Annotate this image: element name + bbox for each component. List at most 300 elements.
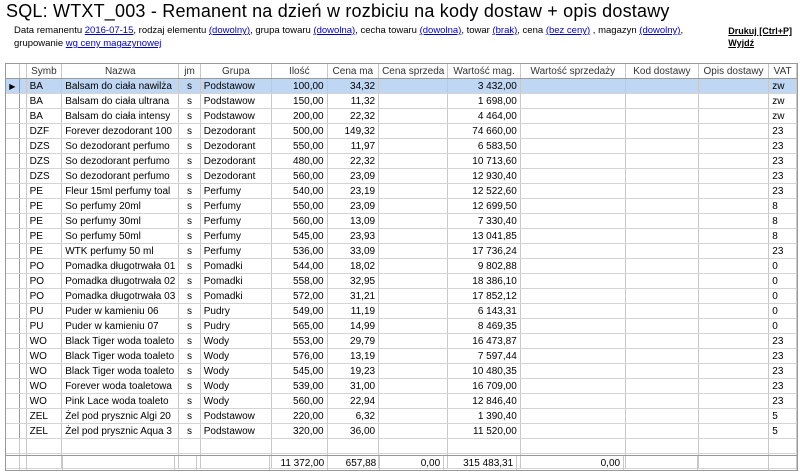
table-cell[interactable]: 565,00 — [272, 319, 328, 334]
table-cell[interactable]: 549,00 — [272, 304, 328, 319]
table-cell[interactable]: So perfumy 50ml — [62, 229, 179, 244]
print-button[interactable]: Drukuj [Ctrl+P] — [728, 26, 792, 36]
table-cell[interactable]: 74 660,00 — [448, 124, 520, 139]
table-cell[interactable] — [379, 229, 448, 244]
towar-link[interactable]: (brak) — [492, 25, 518, 36]
table-cell[interactable]: 34,32 — [327, 79, 378, 94]
table-row[interactable] — [6, 349, 797, 364]
table-cell[interactable]: PE — [26, 214, 62, 229]
table-cell[interactable] — [625, 334, 698, 349]
grupa-link[interactable]: (dowolna) — [313, 25, 356, 36]
table-cell[interactable]: s — [179, 214, 200, 229]
table-cell[interactable]: 11,19 — [327, 304, 378, 319]
table-cell[interactable] — [698, 304, 769, 319]
table-cell[interactable]: 23 — [769, 244, 797, 259]
table-cell[interactable]: 0 — [769, 304, 797, 319]
table-cell[interactable] — [379, 274, 448, 289]
table-cell[interactable] — [625, 409, 698, 424]
table-row[interactable] — [6, 289, 797, 304]
table-cell[interactable] — [379, 214, 448, 229]
table-cell[interactable] — [379, 169, 448, 184]
table-cell[interactable] — [379, 259, 448, 274]
table-row[interactable] — [6, 79, 797, 94]
table-cell[interactable] — [520, 139, 625, 154]
table-cell[interactable]: Wody — [200, 394, 271, 409]
table-cell[interactable]: Pudry — [200, 304, 271, 319]
table-cell[interactable]: WO — [26, 349, 62, 364]
table-row[interactable] — [6, 244, 797, 259]
table-cell[interactable]: s — [179, 319, 200, 334]
table-cell[interactable]: DZS — [26, 154, 62, 169]
table-cell[interactable] — [625, 139, 698, 154]
table-cell[interactable]: Wody — [200, 334, 271, 349]
table-cell[interactable]: 100,00 — [272, 79, 328, 94]
table-row[interactable] — [6, 214, 797, 229]
table-cell[interactable]: So dezodorant perfumo — [62, 154, 179, 169]
table-cell[interactable] — [520, 94, 625, 109]
table-cell[interactable]: So dezodorant perfumo — [62, 139, 179, 154]
table-cell[interactable]: 13,19 — [327, 349, 378, 364]
table-cell[interactable] — [520, 349, 625, 364]
table-cell[interactable]: So perfumy 30ml — [62, 214, 179, 229]
table-cell[interactable] — [520, 379, 625, 394]
column-header[interactable]: Kod dostawy — [625, 64, 698, 79]
table-cell[interactable]: Pomadka długotrwała 03 — [62, 289, 179, 304]
table-row[interactable] — [6, 319, 797, 334]
table-cell[interactable]: 10 480,35 — [448, 364, 520, 379]
table-cell[interactable]: Podstawow — [200, 424, 271, 439]
table-cell[interactable] — [698, 94, 769, 109]
table-cell[interactable]: 6 583,50 — [448, 139, 520, 154]
table-cell[interactable]: 540,00 — [272, 184, 328, 199]
table-cell[interactable]: Pudry — [200, 319, 271, 334]
table-cell[interactable] — [698, 199, 769, 214]
table-cell[interactable] — [698, 214, 769, 229]
table-cell[interactable] — [625, 379, 698, 394]
table-row[interactable] — [6, 199, 797, 214]
table-cell[interactable] — [698, 79, 769, 94]
magazyn-link[interactable]: (dowolny) — [639, 25, 681, 36]
table-cell[interactable]: 16 709,00 — [448, 379, 520, 394]
table-cell[interactable]: 23 — [769, 349, 797, 364]
table-cell[interactable]: Dezodorant — [200, 139, 271, 154]
date-link[interactable]: 2016-07-15 — [84, 25, 134, 36]
table-cell[interactable]: 23 — [769, 334, 797, 349]
table-cell[interactable] — [379, 94, 448, 109]
table-cell[interactable]: 0 — [769, 289, 797, 304]
table-cell[interactable]: Żel pod prysznic Algi 20 — [62, 409, 179, 424]
table-cell[interactable] — [698, 379, 769, 394]
table-row[interactable] — [6, 184, 797, 199]
table-cell[interactable]: 17 736,24 — [448, 244, 520, 259]
table-cell[interactable]: s — [179, 139, 200, 154]
table-cell[interactable]: Forever woda toaletowa — [62, 379, 179, 394]
table-cell[interactable] — [520, 169, 625, 184]
table-cell[interactable] — [625, 274, 698, 289]
table-cell[interactable] — [520, 319, 625, 334]
table-cell[interactable]: 1 698,00 — [448, 94, 520, 109]
table-cell[interactable]: 13 041,85 — [448, 229, 520, 244]
table-cell[interactable]: 320,00 — [272, 424, 328, 439]
table-cell[interactable]: 553,00 — [272, 334, 328, 349]
table-row[interactable] — [6, 139, 797, 154]
table-cell[interactable] — [625, 199, 698, 214]
table-cell[interactable]: 220,00 — [272, 409, 328, 424]
table-cell[interactable]: 7 597,44 — [448, 349, 520, 364]
table-cell[interactable] — [520, 334, 625, 349]
table-cell[interactable]: PO — [26, 289, 62, 304]
table-row[interactable] — [6, 424, 797, 439]
column-header[interactable]: Wartość mag. — [448, 64, 520, 79]
table-cell[interactable]: 23 — [769, 169, 797, 184]
table-cell[interactable]: BA — [26, 109, 62, 124]
table-cell[interactable] — [379, 289, 448, 304]
table-cell[interactable]: s — [179, 349, 200, 364]
table-cell[interactable]: Żel pod prysznic Aqua 3 — [62, 424, 179, 439]
table-cell[interactable]: 31,21 — [327, 289, 378, 304]
table-cell[interactable] — [625, 424, 698, 439]
table-cell[interactable]: WO — [26, 394, 62, 409]
table-cell[interactable]: PO — [26, 274, 62, 289]
table-cell[interactable] — [379, 199, 448, 214]
table-cell[interactable]: So perfumy 20ml — [62, 199, 179, 214]
table-cell[interactable] — [698, 259, 769, 274]
table-cell[interactable] — [698, 109, 769, 124]
table-row[interactable] — [6, 334, 797, 349]
table-cell[interactable]: 8 469,35 — [448, 319, 520, 334]
rodzaj-link[interactable]: (dowolny) — [208, 25, 251, 36]
table-row[interactable] — [6, 394, 797, 409]
column-header[interactable]: Grupa — [200, 64, 271, 79]
table-cell[interactable]: PU — [26, 319, 62, 334]
table-cell[interactable] — [625, 364, 698, 379]
table-cell[interactable] — [520, 214, 625, 229]
table-cell[interactable]: Dezodorant — [200, 154, 271, 169]
table-cell[interactable]: s — [179, 199, 200, 214]
table-row[interactable] — [6, 169, 797, 184]
table-cell[interactable] — [625, 394, 698, 409]
table-cell[interactable]: Forever dezodorant 100 — [62, 124, 179, 139]
close-button[interactable]: Wyjdź — [728, 38, 755, 48]
table-cell[interactable]: s — [179, 124, 200, 139]
table-cell[interactable]: Perfumy — [200, 184, 271, 199]
table-cell[interactable]: s — [179, 394, 200, 409]
table-cell[interactable] — [520, 199, 625, 214]
table-cell[interactable]: 0 — [769, 319, 797, 334]
table-cell[interactable]: s — [179, 79, 200, 94]
table-cell[interactable] — [698, 139, 769, 154]
cecha-link[interactable]: (dowolna) — [419, 25, 462, 36]
table-cell[interactable] — [625, 94, 698, 109]
table-cell[interactable]: 19,23 — [327, 364, 378, 379]
table-cell[interactable]: 500,00 — [272, 124, 328, 139]
table-row[interactable] — [6, 409, 797, 424]
data-grid[interactable] — [5, 63, 798, 471]
table-cell[interactable]: DZS — [26, 169, 62, 184]
table-cell[interactable]: 11,32 — [327, 94, 378, 109]
table-cell[interactable]: 558,00 — [272, 274, 328, 289]
table-cell[interactable] — [625, 229, 698, 244]
table-cell[interactable]: Black Tiger woda toaleto — [62, 364, 179, 379]
table-cell[interactable]: 5 — [769, 409, 797, 424]
table-cell[interactable]: Perfumy — [200, 199, 271, 214]
table-cell[interactable] — [698, 274, 769, 289]
table-cell[interactable]: DZF — [26, 124, 62, 139]
table-cell[interactable]: Perfumy — [200, 244, 271, 259]
table-cell[interactable]: 560,00 — [272, 214, 328, 229]
table-row[interactable] — [6, 124, 797, 139]
table-cell[interactable] — [520, 289, 625, 304]
table-cell[interactable]: Pomadki — [200, 289, 271, 304]
table-cell[interactable] — [379, 79, 448, 94]
table-cell[interactable]: 22,94 — [327, 394, 378, 409]
table-cell[interactable] — [379, 349, 448, 364]
table-cell[interactable]: 31,00 — [327, 379, 378, 394]
table-cell[interactable]: PE — [26, 244, 62, 259]
table-cell[interactable]: s — [179, 94, 200, 109]
table-cell[interactable] — [520, 394, 625, 409]
table-cell[interactable]: 3 432,00 — [448, 79, 520, 94]
table-cell[interactable] — [379, 394, 448, 409]
table-cell[interactable] — [698, 364, 769, 379]
table-cell[interactable] — [698, 319, 769, 334]
table-cell[interactable]: PE — [26, 184, 62, 199]
table-cell[interactable]: 572,00 — [272, 289, 328, 304]
table-row[interactable] — [6, 94, 797, 109]
table-cell[interactable]: s — [179, 274, 200, 289]
table-cell[interactable]: Podstawow — [200, 409, 271, 424]
table-cell[interactable] — [520, 409, 625, 424]
table-cell[interactable] — [520, 229, 625, 244]
table-cell[interactable]: 536,00 — [272, 244, 328, 259]
table-cell[interactable] — [625, 214, 698, 229]
table-cell[interactable]: Pomadka długotrwała 01 — [62, 259, 179, 274]
table-row[interactable] — [6, 109, 797, 124]
table-cell[interactable]: s — [179, 334, 200, 349]
table-cell[interactable]: 23 — [769, 394, 797, 409]
table-cell[interactable]: WO — [26, 379, 62, 394]
table-cell[interactable]: WTK perfumy 50 ml — [62, 244, 179, 259]
table-cell[interactable]: 149,32 — [327, 124, 378, 139]
table-cell[interactable]: So dezodorant perfumo — [62, 169, 179, 184]
table-cell[interactable] — [625, 169, 698, 184]
table-cell[interactable]: 9 802,88 — [448, 259, 520, 274]
table-cell[interactable]: Dezodorant — [200, 124, 271, 139]
table-cell[interactable] — [625, 349, 698, 364]
table-cell[interactable] — [625, 109, 698, 124]
table-cell[interactable]: 23 — [769, 124, 797, 139]
table-cell[interactable]: 560,00 — [272, 169, 328, 184]
table-cell[interactable]: s — [179, 289, 200, 304]
table-cell[interactable]: s — [179, 184, 200, 199]
table-cell[interactable]: s — [179, 259, 200, 274]
table-cell[interactable] — [698, 184, 769, 199]
table-cell[interactable]: 576,00 — [272, 349, 328, 364]
table-cell[interactable]: 544,00 — [272, 259, 328, 274]
table-cell[interactable] — [625, 124, 698, 139]
table-cell[interactable] — [625, 259, 698, 274]
table-cell[interactable] — [520, 304, 625, 319]
column-header[interactable]: Symb — [26, 64, 62, 79]
table-cell[interactable]: Podstawow — [200, 94, 271, 109]
table-cell[interactable]: Balsam do ciała intensy — [62, 109, 179, 124]
table-cell[interactable]: zw — [769, 109, 797, 124]
table-cell[interactable] — [379, 304, 448, 319]
table-cell[interactable]: s — [179, 304, 200, 319]
column-header[interactable]: VAT — [769, 64, 797, 79]
table-cell[interactable]: 23,09 — [327, 169, 378, 184]
table-cell[interactable]: Wody — [200, 379, 271, 394]
table-cell[interactable]: 8 — [769, 229, 797, 244]
table-cell[interactable]: s — [179, 244, 200, 259]
column-header[interactable]: Wartość sprzedaży — [520, 64, 625, 79]
cena-link[interactable]: (bez ceny) — [545, 25, 591, 36]
table-cell[interactable]: Black Tiger woda toaleto — [62, 334, 179, 349]
table-cell[interactable] — [379, 139, 448, 154]
table-cell[interactable] — [520, 259, 625, 274]
table-cell[interactable]: 550,00 — [272, 139, 328, 154]
table-row[interactable] — [6, 274, 797, 289]
table-cell[interactable]: zw — [769, 94, 797, 109]
table-cell[interactable] — [698, 169, 769, 184]
table-cell[interactable]: 12 930,40 — [448, 169, 520, 184]
column-header[interactable]: Cena sprzeda — [379, 64, 448, 79]
table-cell[interactable] — [520, 184, 625, 199]
table-cell[interactable]: 5 — [769, 424, 797, 439]
table-cell[interactable] — [379, 244, 448, 259]
table-cell[interactable]: Wody — [200, 349, 271, 364]
table-cell[interactable]: Puder w kamieniu 07 — [62, 319, 179, 334]
table-cell[interactable]: s — [179, 109, 200, 124]
table-cell[interactable]: s — [179, 154, 200, 169]
table-cell[interactable]: Wody — [200, 364, 271, 379]
table-cell[interactable]: PO — [26, 259, 62, 274]
table-row[interactable] — [6, 304, 797, 319]
table-cell[interactable]: 29,79 — [327, 334, 378, 349]
table-cell[interactable]: 545,00 — [272, 364, 328, 379]
table-cell[interactable] — [520, 274, 625, 289]
table-row[interactable] — [6, 364, 797, 379]
table-cell[interactable] — [698, 244, 769, 259]
table-cell[interactable]: 23,09 — [327, 199, 378, 214]
table-cell[interactable] — [520, 79, 625, 94]
table-cell[interactable]: 16 473,87 — [448, 334, 520, 349]
table-cell[interactable]: s — [179, 169, 200, 184]
table-cell[interactable]: 17 852,12 — [448, 289, 520, 304]
table-cell[interactable] — [625, 184, 698, 199]
table-cell[interactable] — [379, 409, 448, 424]
table-cell[interactable] — [698, 349, 769, 364]
table-cell[interactable] — [625, 154, 698, 169]
table-cell[interactable]: Balsam do ciała nawilża — [62, 79, 179, 94]
table-cell[interactable] — [698, 154, 769, 169]
table-cell[interactable]: s — [179, 379, 200, 394]
table-cell[interactable]: Perfumy — [200, 229, 271, 244]
table-cell[interactable]: Podstawow — [200, 109, 271, 124]
table-cell[interactable] — [379, 124, 448, 139]
table-cell[interactable]: 6 143,31 — [448, 304, 520, 319]
table-cell[interactable]: 18 386,10 — [448, 274, 520, 289]
table-cell[interactable]: 14,99 — [327, 319, 378, 334]
table-cell[interactable]: 200,00 — [272, 109, 328, 124]
table-cell[interactable]: zw — [769, 79, 797, 94]
table-cell[interactable]: 8 — [769, 199, 797, 214]
table-cell[interactable]: s — [179, 409, 200, 424]
table-row[interactable] — [6, 259, 797, 274]
table-cell[interactable]: s — [179, 364, 200, 379]
column-header[interactable]: Ilość — [272, 64, 328, 79]
table-cell[interactable] — [379, 424, 448, 439]
table-cell[interactable]: 23,19 — [327, 184, 378, 199]
table-cell[interactable]: PE — [26, 199, 62, 214]
table-cell[interactable]: 480,00 — [272, 154, 328, 169]
table-cell[interactable]: ZEL — [26, 424, 62, 439]
table-cell[interactable]: BA — [26, 94, 62, 109]
table-cell[interactable]: 11,97 — [327, 139, 378, 154]
table-cell[interactable]: 10 713,60 — [448, 154, 520, 169]
table-cell[interactable]: 12 846,40 — [448, 394, 520, 409]
table-cell[interactable] — [520, 154, 625, 169]
table-cell[interactable] — [379, 319, 448, 334]
table-cell[interactable] — [520, 364, 625, 379]
table-cell[interactable]: 12 522,60 — [448, 184, 520, 199]
table-cell[interactable] — [698, 334, 769, 349]
table-cell[interactable] — [698, 124, 769, 139]
table-cell[interactable]: Black Tiger woda toaleto — [62, 349, 179, 364]
table-cell[interactable]: Puder w kamieniu 06 — [62, 304, 179, 319]
table-cell[interactable] — [379, 109, 448, 124]
table-cell[interactable] — [625, 289, 698, 304]
table-cell[interactable]: DZS — [26, 139, 62, 154]
table-cell[interactable]: ZEL — [26, 409, 62, 424]
table-cell[interactable] — [625, 79, 698, 94]
table-cell[interactable]: 33,09 — [327, 244, 378, 259]
grupowanie-link[interactable]: wg ceny magazynowej — [65, 38, 162, 49]
table-cell[interactable]: 23 — [769, 139, 797, 154]
table-cell[interactable]: 7 330,40 — [448, 214, 520, 229]
table-cell[interactable] — [698, 424, 769, 439]
table-cell[interactable]: BA — [26, 79, 62, 94]
table-cell[interactable]: 22,32 — [327, 109, 378, 124]
table-cell[interactable] — [698, 289, 769, 304]
table-cell[interactable]: WO — [26, 334, 62, 349]
table-cell[interactable]: 23 — [769, 379, 797, 394]
table-cell[interactable] — [698, 394, 769, 409]
table-cell[interactable] — [698, 409, 769, 424]
table-cell[interactable]: 1 390,40 — [448, 409, 520, 424]
table-cell[interactable]: 23,93 — [327, 229, 378, 244]
table-row[interactable] — [6, 229, 797, 244]
table-cell[interactable] — [379, 379, 448, 394]
column-header[interactable]: Cena ma — [327, 64, 378, 79]
table-cell[interactable] — [625, 304, 698, 319]
table-cell[interactable]: 23 — [769, 154, 797, 169]
table-cell[interactable]: 22,32 — [327, 154, 378, 169]
table-cell[interactable]: 11 520,00 — [448, 424, 520, 439]
table-row[interactable] — [6, 154, 797, 169]
table-cell[interactable] — [520, 244, 625, 259]
table-cell[interactable]: Pink Lace woda toaleto — [62, 394, 179, 409]
table-cell[interactable]: 23 — [769, 184, 797, 199]
column-header[interactable]: Opis dostawy — [698, 64, 769, 79]
table-cell[interactable]: 550,00 — [272, 199, 328, 214]
table-cell[interactable] — [625, 244, 698, 259]
table-cell[interactable]: 150,00 — [272, 94, 328, 109]
table-cell[interactable]: 0 — [769, 274, 797, 289]
table-cell[interactable] — [625, 319, 698, 334]
table-cell[interactable]: Pomadka długotrwała 02 — [62, 274, 179, 289]
table-cell[interactable]: 12 699,50 — [448, 199, 520, 214]
